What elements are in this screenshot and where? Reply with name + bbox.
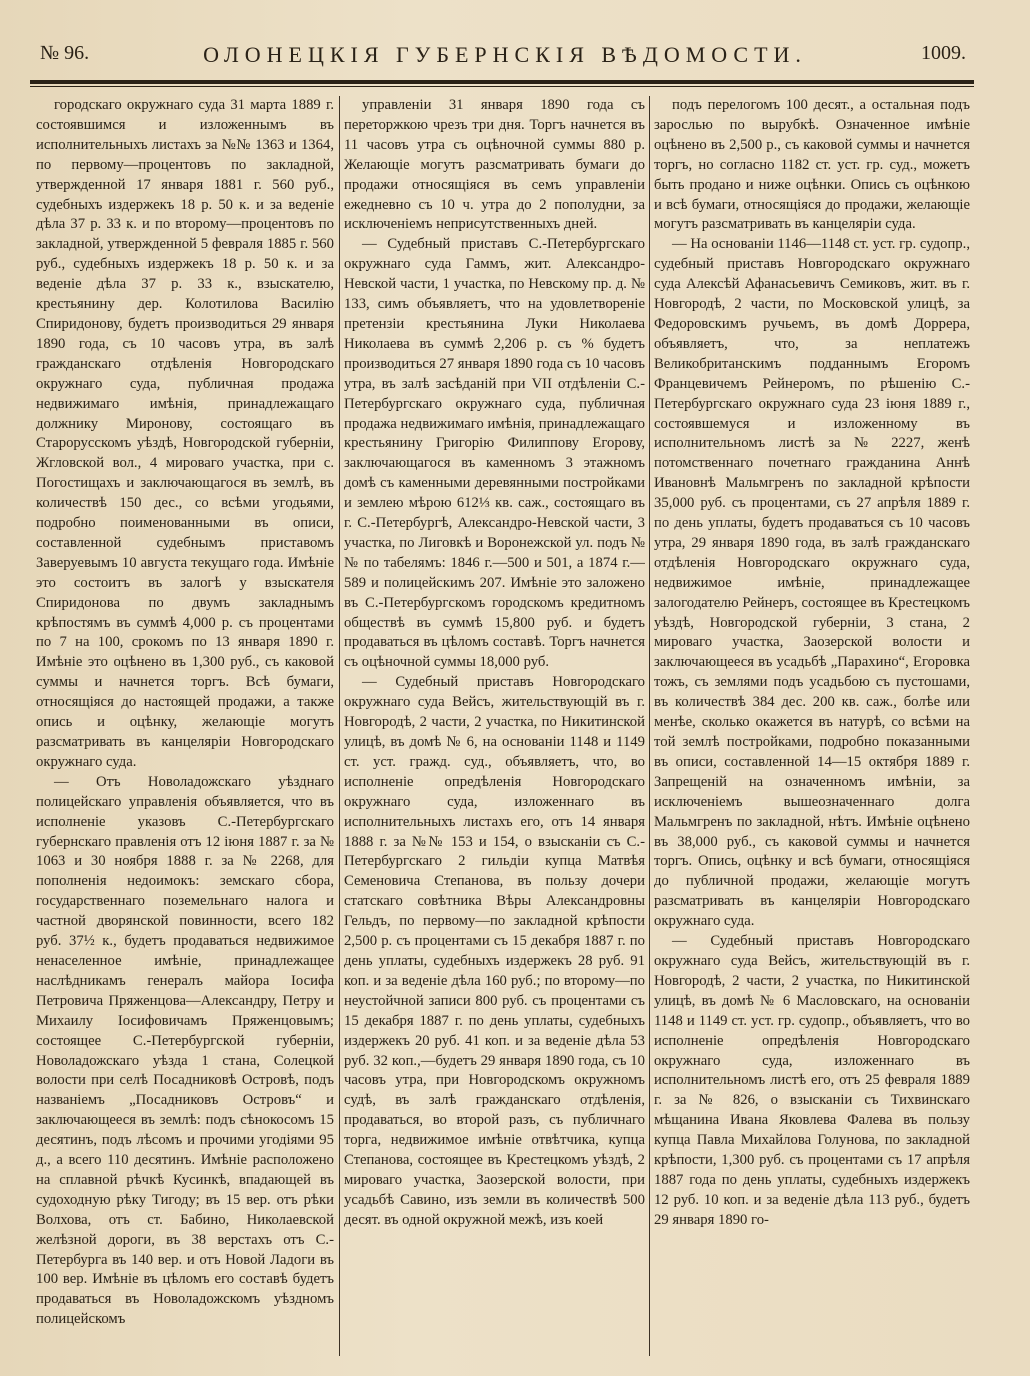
notice-paragraph: подъ перелогомъ 100 десят., а остальная подъ зарослью по вырубкѣ. Означенное имѣніе оцѣнено въ 2,500 р., съ каковой суммы и начнется торгъ, но согласно 1182 ст. уст. гр. суд., можетъ быть продано и ниже оцѣнки. Опись съ оцѣнкою и всѣ бумаги, относящіяся до продажи, желающіе могутъ разсматривать въ канцеляріи суда. (654, 97, 970, 233)
notice-paragraph: — Отъ Новоладожскаго уѣзднаго полицейскаго управленія объявляется, что въ исполненіе указовъ С.-Петербургскаго губернскаго правленія отъ 12 іюня 1887 г. за № 1063 и 30 ноября 1888 г. за № 2268, для пополненія недоимокъ: земскаго сбора, государственнаго поземельнаго налога и частной дворянской повинности, всего 182 руб. 37½ к., будетъ продаваться недвижимое ненаселенное имѣніе, принадлежащее наслѣдникамъ генералъ майора Іосифа Петровича Пряженцова—Александру, Петру и Михаилу Іосифовичамъ Пряженцовымъ; состоящее С.-Петербургской губерніи, Новоладожскаго уѣзда 1 стана, Солецкой волости при селѣ Посадниковѣ Островѣ, подъ названіемъ „Посадниковъ Островъ“ и заключающееся въ землѣ: подъ сѣнокосомъ 15 десятинъ, подъ лѣсомъ и прочими угодіями 95 д., а всего 110 десятинъ. Имѣніе расположено на сплавной рѣчкѣ Кусинкѣ, впадающей въ судоходную рѣку Тигоду; въ 15 вер. отъ рѣки Волхова, отъ ст. Бабино, Николаевской желѣзной дороги, въ 38 верстахъ отъ С.-Петербурга въ 140 вер. и отъ Новой Ладоги въ 100 вер. Имѣніе въ цѣломъ его составѣ будетъ продаваться въ Новоладожскомъ уѣздномъ полицейскомъ (36, 773, 334, 1328)
column-divider (339, 96, 340, 1356)
notice-paragraph: управленіи 31 января 1890 года съ переторжкою чрезъ три дня. Торгъ начнется въ 11 часовъ утра съ оцѣночной суммы 880 р. Желающіе могутъ разсматривать бумаги до продажи относящіяся въ семъ управленіи ежедневно съ 10 ч. утра до 2 пополудни, за исключеніемъ неприсутственныхъ дней. (344, 97, 645, 233)
issue-number: № 96. (40, 42, 90, 64)
column-divider (649, 96, 650, 1356)
notice-paragraph: — Судебный приставъ С.-Петербургскаго окружнаго суда Гаммъ, жит. Александро-Невской части, 1 участка, по Невскому пр. д. № 133, симъ объявляетъ, что на удовлетвореніе претензіи крестьянина Луки Николаева Николаева въ суммѣ 2,206 р. съ % будетъ производиться 27 января 1890 года съ 10 часовъ утра, въ залѣ засѣданій при VII отдѣленіи С.-Петербургскаго окружнаго суда, публичная продажа недвижимаго имѣнія, принадлежащаго крестьянину Григорію Филиппову Егорову, заключающагося въ каменномъ 3 этажномъ домѣ съ каменными деревянными постройками и землею мѣрою 612⅓ кв. саж., состоящаго въ г. С.-Петербургѣ, Александро-Невской части, 3 участка, по Лиговкѣ и Воронежской ул. подъ №№ по табелямъ: 1846 г.—500 и 501, а 1874 г.—589 и полицейскимъ 207. Имѣніе это заложено въ С.-Петербургскомъ городскомъ кредитномъ обществѣ въ суммѣ 15,800 руб. и будетъ продаваться въ цѣломъ составѣ. Торгъ начнется съ оцѣночной суммы 18,000 руб. (344, 236, 645, 671)
column-3 (654, 96, 970, 1364)
newspaper-title: ОЛОНЕЦКІЯ ГУБЕРНСКІЯ ВѢДОМОСТИ. (203, 42, 807, 67)
column-2 (344, 96, 645, 1364)
page-header (30, 40, 980, 76)
column-1 (36, 96, 334, 1364)
notice-paragraph: — Судебный приставъ Новгородскаго окружнаго суда Вейсъ, жительствующій въ г. Новгородѣ, 2 части, 2 участка, по Никитинской улицѣ, въ домѣ № 6, на основаніи 1148 и 1149 ст. уст. гражд. суд., объявляетъ, что, во исполненіе опредѣленія Новгородскаго окружнаго суда, изложеннаго въ исполнительныхъ листахъ его, отъ 14 января 1888 г. за №№ 153 и 154, о взысканіи съ С.-Петербургскаго 2 гильдіи купца Матвѣя Семеновича Степанова, въ пользу дочери статскаго совѣтника Вѣры Александровны Гельдъ, по первому—по закладной крѣпости 2,500 р. съ процентами съ 15 декабря 1887 г. по день уплаты, судебныхъ издержекъ 28 руб. 91 коп. и за веденіе дѣла 160 руб.; по второму—по неустойчной записи 800 руб. съ процентами съ 15 декабря 1887 г. по день уплаты, судебныхъ издержекъ 20 руб. 41 коп. и за веденіе дѣла 53 руб. 32 коп.,—будетъ 29 января 1890 года, съ 10 часовъ утра, при Новгородскомъ окружномъ судѣ, въ залѣ гражданскаго отдѣленія, продаваться, во второй разъ, съ публичнаго торга, недвижимое имѣніе отвѣтчика, купца Степанова, состоящее въ Крестецкомъ уѣздѣ, 2 мироваго участка, Заозерской волости, при усадьбѣ Савино, изъ земли въ количествѣ 500 десят. въ одной окружной межѣ, изъ коей (344, 674, 645, 1228)
notice-paragraph: — Судебный приставъ Новгородскаго окружнаго суда Вейсъ, жительствующій въ г. Новгородѣ, 2 части, 2 участка, по Никитинской улицѣ, въ домѣ № 6 Масловскаго, на основаніи 1148 и 1149 ст. уст. гр. судопр., объявляетъ, что во исполненіе опредѣленія Новгородскаго окружнаго суда, изложеннаго въ исполнительномъ листѣ его, отъ 25 февраля 1889 г. за № 826, о взысканіи съ Тихвинскаго мѣщанина Ивана Яковлева Фалева въ пользу купца Павла Михайлова Голунова, по закладной крѣпости, 1,300 руб. съ процентами съ 17 апрѣля 1887 года по день уплаты, судебныхъ издержекъ 12 руб. 10 коп. и за веденіе дѣла 113 руб., будетъ 29 января 1890 го- (654, 933, 970, 1228)
notice-paragraph: городскаго окружнаго суда 31 марта 1889 г. состоявшимся и изложеннымъ въ исполнительныхъ листахъ за №№ 1363 и 1364, по первому—процентовъ по закладной, утвержденной 17 января 1881 г. 560 руб., судебныхъ издержекъ 18 р. 50 к. и за веденіе дѣла 37 р. 33 к. и по второму—процентовъ по закладной, утвержденной 5 февраля 1885 г. 560 руб., судебныхъ издержекъ 18 р. 50 к. и за веденіе дѣла 37 р. 33 к., взыскателю, крестьянину дер. Колотилова Василію Спиридонову, будетъ производиться 29 января 1890 года, съ 10 часовъ утра, въ залѣ гражданскаго отдѣленія Новгородскаго окружнаго суда, публичная продажа недвижимаго имѣнія, принадлежащаго должнику Миронову, состоящаго въ Старорусскомъ уѣздѣ, Новгородской губерніи, Жгловской вол., 4 мироваго участка, при с. Погостищахъ и заключающагося въ землѣ, въ количествѣ 150 дес., со всѣми угодьями, подробно поименованными въ описи, составленной судебнымъ приставомъ Заверуевымъ 10 августа текущаго года. Имѣніе это состоитъ въ залогѣ у взыскателя Спиридонова по двумъ закладнымъ крѣпостямъ въ суммѣ 4,000 р. съ процентами по 7 на 100, срокомъ по 13 января 1890 г. Имѣніе это оцѣнено въ 1,300 руб., съ каковой суммы и начнется торгъ. Всѣ бумаги, относящіяся до настоящей продажи, а также опись и оцѣнку, желающіе могутъ разсматривать въ канцеляріи Новгородскаго окружнаго суда. (36, 97, 334, 770)
page-number: 1009. (921, 42, 966, 64)
header-rule-thick (30, 80, 974, 84)
notice-paragraph: — На основаніи 1146—1148 ст. уст. гр. судопр., судебный приставъ Новгородскаго окружнаго суда Алексѣй Афанасьевичъ Семиковъ, жит. въ г. Новгородѣ, 2 части, по Московской улицѣ, за Федоровскимъ ручьемъ, въ домѣ Доррера, объявляетъ, что, за неплатежъ Великобританскимъ подданнымъ Егоромъ Францевичемъ Рейнеромъ, по рѣшенію С.-Петербургскаго окружнаго суда 23 іюня 1889 г., состоявшемуся и изложенному въ исполнительномъ листѣ за № 2227, женѣ потомственнаго почетнаго гражданина Аннѣ Ивановнѣ Мальмгренъ по закладной крѣпости 35,000 руб. съ процентами, съ 27 апрѣля 1889 г. по день уплаты, будетъ продаваться съ 10 часовъ утра, 29 января 1890 года, въ залѣ гражданскаго отдѣленія Новгородскаго окружнаго суда, недвижимое имѣніе, принадлежащее залогодателю Рейнеръ, состоящее въ Крестецкомъ уѣздѣ, Новгородской губерніи, 3 стана, 2 мироваго участка, Заозерской волости и заключающееся въ усадьбѣ „Парахино“, Егоровка тожъ, съ землями подъ усадьбою съ пустошами, въ количествѣ 384 дес. 200 кв. саж., болѣе или менѣе, сколько окажется въ натурѣ, со всѣми на той землѣ постройками, подробно показанными въ описи, составленной 14—15 октября 1889 г. Запрещеній на означенномъ имѣніи, за исключеніемъ вышеозначеннаго долга Мальмгренъ по закладной, нѣтъ. Имѣніе оцѣнено въ 38,000 руб., съ каковой суммы и начнется торгъ. Опись, оцѣнку и всѣ бумаги, относящіяся до публичной продажи, желающіе могутъ разсматривать въ канцеляріи Новгородскаго окружнаго суда. (654, 236, 970, 930)
header-rule-thin (30, 86, 974, 87)
